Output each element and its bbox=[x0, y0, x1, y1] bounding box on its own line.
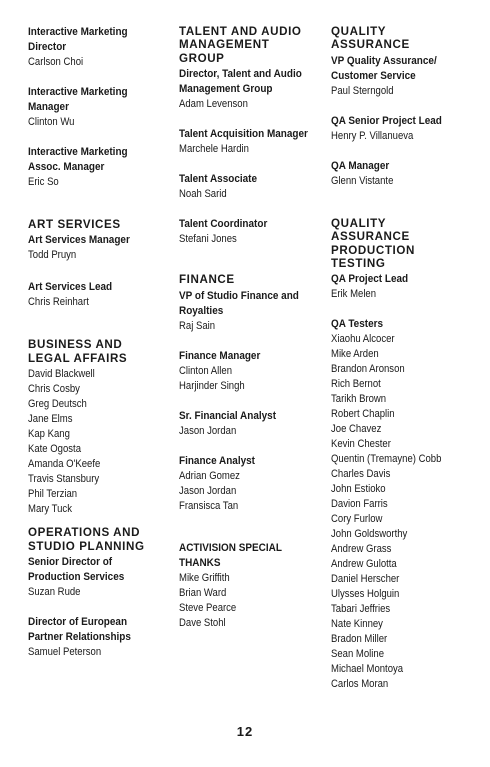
person-name: Kate Ogosta bbox=[28, 443, 82, 456]
credit-block-finance-analyst bbox=[179, 454, 329, 514]
role-title: Manager bbox=[28, 101, 69, 113]
role-title: Sr. Financial Analyst bbox=[179, 409, 277, 422]
role-title: Production Services bbox=[28, 571, 125, 584]
section-heading: STUDIO PLANNING bbox=[28, 539, 145, 553]
person-name: Bradon Miller bbox=[331, 633, 388, 646]
role-title: Interactive Marketing bbox=[28, 146, 128, 158]
person-name: Cory Furlow bbox=[331, 513, 383, 526]
person-name: Clinton Allen bbox=[179, 364, 233, 377]
person-name: Chris Reinhart bbox=[28, 296, 89, 309]
credit-block-talent-coordinator bbox=[179, 217, 329, 247]
role-title: VP of Studio Finance and bbox=[179, 289, 299, 302]
credits-column-2 bbox=[179, 25, 329, 631]
section-quality-assurance bbox=[331, 25, 481, 189]
person-name: Carlson Choi bbox=[28, 56, 84, 68]
section-heading: THANKS bbox=[179, 556, 221, 569]
section-activision-special-thanks bbox=[179, 541, 329, 631]
person-name: Jane Elms bbox=[28, 413, 73, 426]
person-name: Raj Sain bbox=[179, 319, 216, 332]
role-title: Talent Associate bbox=[179, 173, 258, 186]
person-name: Marchele Hardin bbox=[179, 143, 249, 156]
person-name: Joe Chavez bbox=[331, 423, 382, 436]
person-name: Quentin (Tremayne) Cobb bbox=[331, 453, 442, 466]
role-title: Director bbox=[28, 41, 67, 53]
person-name: Jason Jordan bbox=[179, 484, 237, 497]
role-title: Director, Talent and Audio bbox=[179, 68, 302, 81]
person-name: Mary Tuck bbox=[28, 503, 72, 516]
section-heading: ACTIVISION SPECIAL bbox=[179, 541, 282, 554]
credit-block-director-european-partner bbox=[28, 615, 178, 660]
section-talent-audio bbox=[179, 25, 329, 247]
person-name: Travis Stansbury bbox=[28, 473, 100, 486]
section-art-services bbox=[28, 218, 178, 310]
person-name: Rich Bernot bbox=[331, 378, 381, 391]
credit-block-qa-manager bbox=[331, 159, 481, 189]
section-heading: MANAGEMENT bbox=[179, 38, 270, 52]
person-name: John Estioko bbox=[331, 483, 386, 496]
credit-block-interactive-marketing-assoc bbox=[28, 145, 178, 190]
person-name: Robert Chaplin bbox=[331, 408, 395, 421]
credit-block-vp-quality-assurance bbox=[331, 54, 481, 99]
person-name: Clinton Wu bbox=[28, 116, 75, 128]
person-name: Samuel Peterson bbox=[28, 646, 102, 659]
person-name: Carlos Moran bbox=[331, 678, 389, 691]
credit-block-talent-associate bbox=[179, 172, 329, 202]
person-name: Fransisca Tan bbox=[179, 499, 239, 512]
person-name: Kap Kang bbox=[28, 428, 70, 441]
person-name: Sean Moline bbox=[331, 648, 385, 661]
credit-block-interactive-marketing-director bbox=[28, 25, 178, 70]
role-title: QA Testers bbox=[331, 318, 384, 331]
person-name: Greg Deutsch bbox=[28, 398, 87, 411]
person-name: Jason Jordan bbox=[179, 424, 237, 437]
person-name: Suzan Rude bbox=[28, 586, 81, 599]
person-name: Henry P. Villanueva bbox=[331, 129, 414, 142]
credit-block-art-services-manager bbox=[28, 233, 178, 263]
person-name: Todd Pruyn bbox=[28, 249, 77, 262]
person-name: Paul Sterngold bbox=[331, 84, 394, 97]
section-heading: LEGAL AFFAIRS bbox=[28, 351, 128, 365]
section-heading: FINANCE bbox=[179, 273, 235, 287]
person-name: Noah Sarid bbox=[179, 188, 227, 201]
section-finance bbox=[179, 273, 329, 513]
credit-block-sr-financial-analyst bbox=[179, 409, 329, 439]
person-name: Adrian Gomez bbox=[179, 469, 240, 482]
page-number: 12 bbox=[236, 724, 254, 739]
credits-column-3 bbox=[331, 25, 481, 692]
person-name: David Blackwell bbox=[28, 368, 95, 381]
person-name: Ulysses Holguin bbox=[331, 588, 400, 601]
role-title: Royalties bbox=[179, 304, 224, 317]
person-name: Adam Levenson bbox=[179, 98, 248, 111]
role-title: QA Senior Project Lead bbox=[331, 114, 442, 127]
role-title: Art Services Manager bbox=[28, 234, 130, 247]
role-title: QA Project Lead bbox=[331, 273, 409, 286]
person-name: Andrew Grass bbox=[331, 543, 392, 556]
role-title: Customer Service bbox=[331, 69, 416, 82]
credit-block-qa-senior-project-lead bbox=[331, 114, 481, 144]
role-title: Interactive Marketing bbox=[28, 26, 128, 38]
section-heading: TESTING bbox=[331, 257, 386, 271]
person-name: Brian Ward bbox=[179, 586, 227, 599]
section-heading: QUALITY bbox=[331, 216, 387, 230]
role-title: VP Quality Assurance/ bbox=[331, 54, 437, 67]
section-qa-production-testing bbox=[331, 217, 481, 693]
person-name: Brandon Aronson bbox=[331, 363, 405, 376]
person-name: Andrew Gulotta bbox=[331, 558, 397, 571]
role-title: QA Manager bbox=[331, 159, 390, 172]
person-name: Phil Terzian bbox=[28, 488, 78, 501]
role-title: Art Services Lead bbox=[28, 281, 113, 294]
role-title: Finance Manager bbox=[179, 349, 261, 362]
person-name: Stefani Jones bbox=[179, 233, 237, 246]
person-name: Davion Farris bbox=[331, 498, 388, 511]
credit-block-finance-manager bbox=[179, 349, 329, 394]
person-name: Dave Stohl bbox=[179, 616, 226, 629]
person-name: Mike Griffith bbox=[179, 571, 230, 584]
role-title: Director of European bbox=[28, 616, 128, 629]
role-title: Interactive Marketing bbox=[28, 86, 128, 98]
credit-block-qa-testers bbox=[331, 317, 481, 692]
person-name: Erik Melen bbox=[331, 288, 377, 301]
section-heading: PRODUCTION bbox=[331, 243, 415, 257]
person-name: John Goldsworthy bbox=[331, 528, 408, 541]
credit-block-qa-project-lead bbox=[331, 272, 481, 302]
person-name: Eric So bbox=[28, 176, 59, 188]
section-heading: ASSURANCE bbox=[331, 38, 410, 52]
section-heading: ART SERVICES bbox=[28, 218, 121, 231]
role-title: Management Group bbox=[179, 83, 273, 96]
person-name: Charles Davis bbox=[331, 468, 391, 481]
credit-block-talent-acquisition bbox=[179, 127, 329, 157]
person-name: Daniel Herscher bbox=[331, 573, 400, 586]
section-business-legal-affairs bbox=[28, 338, 178, 517]
role-title: Talent Coordinator bbox=[179, 218, 268, 231]
section-heading: GROUP bbox=[179, 51, 225, 65]
credit-block-interactive-marketing-manager bbox=[28, 85, 178, 130]
person-name: Nate Kinney bbox=[331, 618, 383, 631]
person-name: Mike Arden bbox=[331, 348, 379, 361]
section-heading: BUSINESS AND bbox=[28, 338, 123, 352]
credits-column-1 bbox=[28, 25, 178, 660]
role-title: Assoc. Manager bbox=[28, 161, 105, 173]
credit-block-director-talent-audio bbox=[179, 67, 329, 112]
person-name: Xiaohu Alcocer bbox=[331, 333, 395, 346]
person-name: Tarikh Brown bbox=[331, 393, 387, 406]
section-heading: OPERATIONS AND bbox=[28, 526, 141, 540]
role-title: Partner Relationships bbox=[28, 631, 131, 644]
section-heading: ASSURANCE bbox=[331, 230, 410, 244]
person-name: Michael Montoya bbox=[331, 663, 404, 676]
credit-block-vp-studio-finance bbox=[179, 289, 329, 334]
person-name: Amanda O'Keefe bbox=[28, 458, 101, 471]
section-operations-studio-planning bbox=[28, 526, 178, 660]
credit-block-senior-director-production bbox=[28, 555, 178, 600]
person-name: Steve Pearce bbox=[179, 601, 237, 614]
name-list-business-legal bbox=[28, 367, 178, 517]
person-name: Kevin Chester bbox=[331, 438, 391, 451]
section-heading: QUALITY bbox=[331, 25, 387, 38]
section-heading: TALENT AND AUDIO bbox=[179, 25, 302, 38]
role-title: Talent Acquisition Manager bbox=[179, 128, 308, 141]
person-name: Harjinder Singh bbox=[179, 379, 245, 392]
role-title: Senior Director of bbox=[28, 556, 113, 569]
credit-block-art-services-lead bbox=[28, 280, 178, 310]
person-name: Tabari Jeffries bbox=[331, 603, 391, 616]
person-name: Chris Cosby bbox=[28, 383, 80, 396]
person-name: Glenn Vistante bbox=[331, 174, 394, 187]
role-title: Finance Analyst bbox=[179, 454, 256, 467]
